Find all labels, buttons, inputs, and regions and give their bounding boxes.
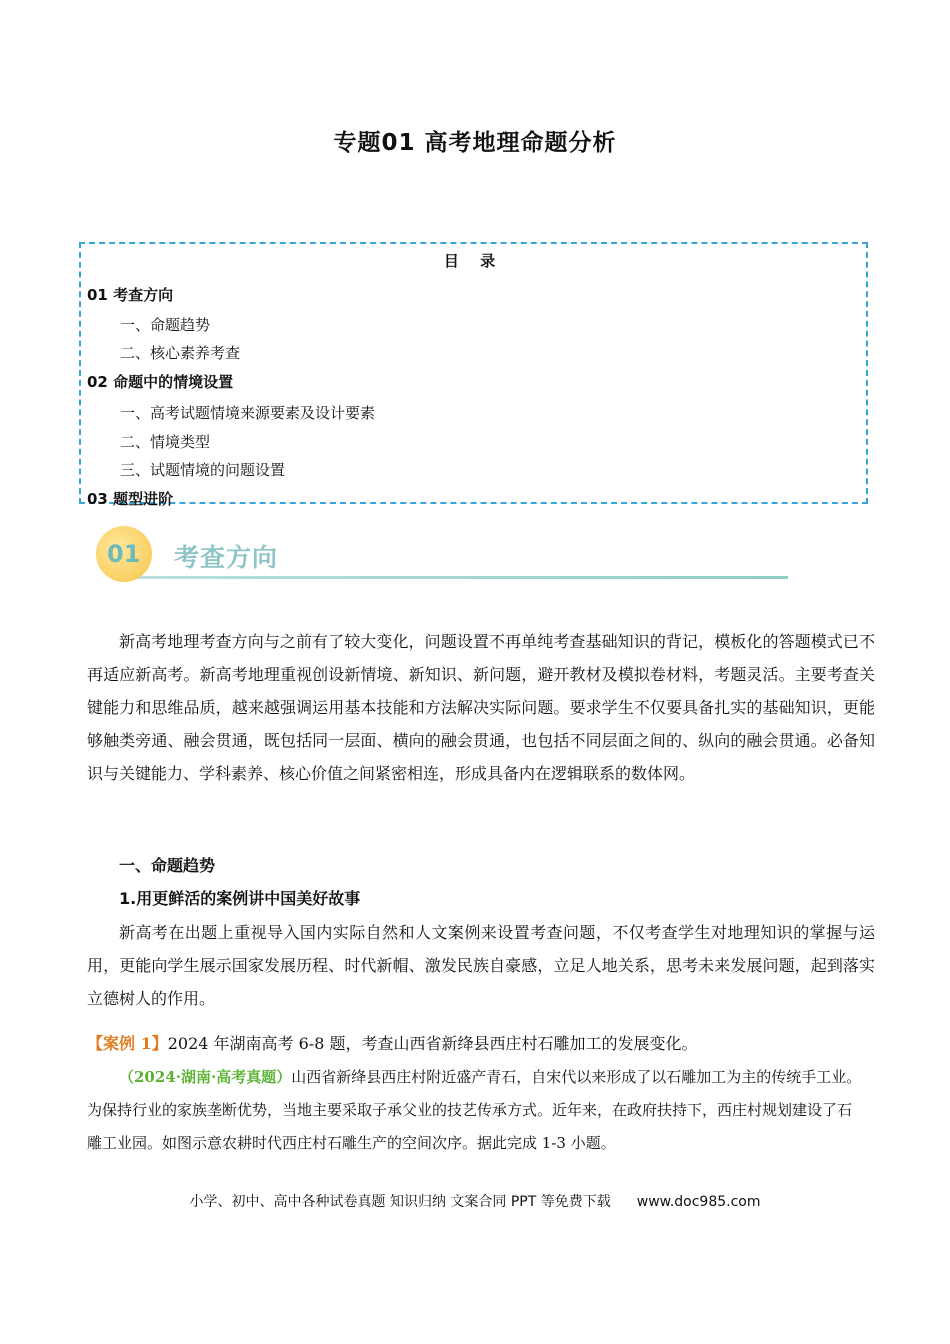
heading-trend: 一、命题趋势: [119, 856, 216, 875]
table-of-contents: [79, 242, 868, 508]
toc-item-literacy[interactable]: 二、核心素养考查: [120, 344, 241, 362]
question-text: 山西省新绛县西庄村附近盛产青石，自宋代以来形成了以石雕加工为主的传统手工业。为保持行业的家族垄断优势，当地主要采取子承父业的技艺传承方式。近年来，在政府扶持下，西庄村规划建设了石雕工业园。如图示意农耕时代西庄村石雕生产的空间次序。据此完成 1-3 小题。: [87, 1068, 862, 1152]
toc-item-03[interactable]: 03 题型进阶: [87, 490, 174, 508]
toc-heading: 目 录: [443, 252, 504, 270]
page-footer: [0, 1191, 950, 1211]
toc-item-questions[interactable]: 三、试题情境的问题设置: [120, 461, 286, 479]
section-number: 01: [107, 540, 141, 568]
toc-item-sources[interactable]: 一、高考试题情境来源要素及设计要素: [120, 404, 376, 422]
question-source-tag: （2024·湖南·高考真题）: [119, 1068, 292, 1086]
section-banner: [90, 524, 790, 586]
case-1-line: [87, 1031, 697, 1054]
toc-item-02[interactable]: 02 命题中的情境设置: [87, 373, 234, 391]
heading-case-story: 1.用更鲜活的案例讲中国美好故事: [119, 889, 361, 908]
trend-paragraph: 新高考在出题上重视导入国内实际自然和人文案例来设置考查问题，不仅考查学生对地理知识的掌握与运用，更能向学生展示国家发展历程、时代新帽、激发民族自豪感，立足人地关系，思考未来发展问题，起到落实立德树人的作用。: [87, 923, 875, 1008]
document-title: 专题01 高考地理命题分析: [333, 130, 617, 156]
toc-item-trend[interactable]: 一、命题趋势: [120, 316, 211, 334]
intro-paragraph: 新高考地理考查方向与之前有了较大变化，问题设置不再单纯考查基础知识的背记，模板化的答题模式已不再适应新高考。新高考地理重视创设新情境、新知识、新问题，避开教材及模拟卷材料，考题灵活。主要考查关键能力和思维品质，越来越强调运用基本技能和方法解决实际问题。要求学生不仅要具备扎实的基础知识，更能够触类旁通、融会贯通，既包括同一层面、横向的融会贯通，也包括不同层面之间的、纵向的融会贯通。必备知识与关键能力、学科素养、核心价值之间紧密相连，形成具备内在逻辑联系的数体网。: [87, 632, 875, 783]
section-underline: [128, 576, 788, 579]
footer-url[interactable]: www.doc985.com: [636, 1194, 761, 1210]
toc-item-01[interactable]: 01 考查方向: [87, 286, 174, 304]
exam-question: [87, 1061, 862, 1160]
toc-item-types[interactable]: 二、情境类型: [120, 433, 211, 451]
case-tag: 【案例 1】: [87, 1034, 168, 1053]
footer-text: 小学、初中、高中各种试卷真题 知识归纳 文案合同 PPT 等免费下载: [189, 1194, 611, 1210]
case-text: 2024 年湖南高考 6-8 题，考查山西省新绛县西庄村石雕加工的发展变化。: [167, 1034, 698, 1053]
section-title: 考查方向: [174, 543, 279, 572]
